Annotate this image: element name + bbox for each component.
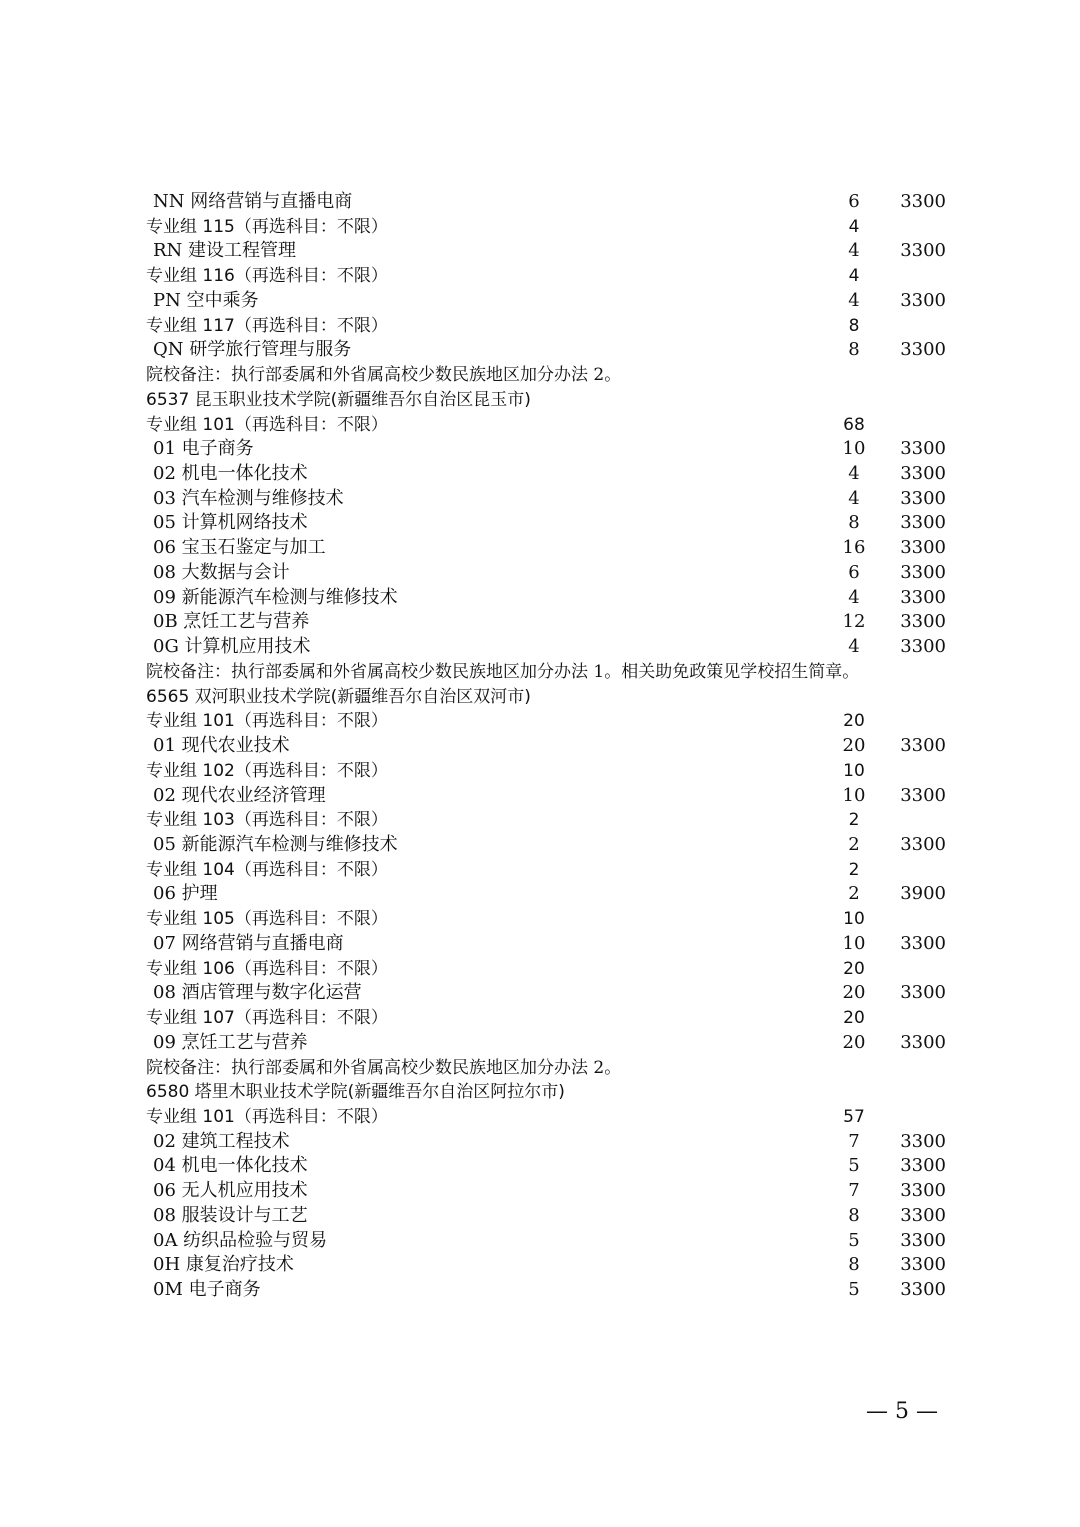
major-row bbox=[146, 932, 956, 957]
plan-count: 2 bbox=[848, 833, 860, 855]
group-name: 专业组 107（再选科目：不限） bbox=[146, 1008, 388, 1029]
major-name: 09 烹饪工艺与营养 bbox=[153, 1031, 308, 1053]
plan-count: 6 bbox=[848, 561, 860, 583]
major-row bbox=[146, 1130, 956, 1155]
major-row bbox=[146, 586, 956, 611]
school-header bbox=[146, 1080, 956, 1105]
plan-count: 6 bbox=[848, 191, 860, 212]
note-label: 院校备注： bbox=[146, 661, 231, 682]
note-label: 院校备注： bbox=[146, 1057, 231, 1078]
major-name: 05 计算机网络技术 bbox=[153, 512, 308, 534]
tuition-fee: 3300 bbox=[900, 512, 946, 534]
major-name: 07 网络营销与直播电商 bbox=[153, 932, 344, 954]
school-name: 6537 昆玉职业技术学院(新疆维吾尔自治区昆玉市) bbox=[146, 389, 531, 410]
major-name: PN 空中乘务 bbox=[153, 289, 259, 311]
major-row bbox=[146, 487, 956, 512]
school-note bbox=[146, 1056, 956, 1081]
group-name: 专业组 116（再选科目：不限） bbox=[146, 266, 388, 287]
plan-count: 8 bbox=[848, 339, 860, 361]
plan-count: 10 bbox=[843, 760, 865, 781]
tuition-fee: 3300 bbox=[900, 932, 946, 954]
major-row bbox=[146, 1154, 956, 1179]
plan-count: 4 bbox=[848, 240, 860, 262]
plan-count: 5 bbox=[848, 1279, 860, 1301]
tuition-fee: 3300 bbox=[900, 537, 946, 559]
group-name: 专业组 102（再选科目：不限） bbox=[146, 760, 388, 781]
major-name: 06 护理 bbox=[153, 883, 218, 905]
major-name: 08 服装设计与工艺 bbox=[153, 1204, 308, 1226]
note-text bbox=[146, 1056, 621, 1081]
tuition-fee: 3300 bbox=[900, 784, 946, 806]
plan-count: 20 bbox=[842, 1031, 866, 1053]
plan-count: 2 bbox=[848, 859, 860, 880]
major-row bbox=[146, 289, 956, 314]
major-row bbox=[146, 734, 956, 759]
plan-count: 10 bbox=[843, 909, 865, 930]
major-row bbox=[146, 1204, 956, 1229]
tuition-fee: 3300 bbox=[900, 191, 946, 212]
major-row bbox=[146, 1253, 956, 1278]
major-name: 09 新能源汽车检测与维修技术 bbox=[153, 586, 398, 608]
major-row bbox=[146, 190, 956, 215]
group-row bbox=[146, 808, 956, 833]
plan-count: 7 bbox=[848, 1180, 860, 1202]
plan-count: 4 bbox=[848, 266, 860, 287]
tuition-fee: 3300 bbox=[900, 1279, 946, 1301]
tuition-fee: 3300 bbox=[900, 438, 946, 460]
plan-count: 57 bbox=[843, 1107, 865, 1127]
group-name: 专业组 117（再选科目：不限） bbox=[146, 315, 388, 336]
tuition-fee: 3300 bbox=[900, 1031, 946, 1053]
note-text bbox=[146, 660, 859, 685]
plan-count: 16 bbox=[842, 537, 866, 559]
group-row bbox=[146, 1105, 956, 1130]
tuition-fee: 3300 bbox=[900, 1229, 946, 1251]
group-name: 专业组 101（再选科目：不限） bbox=[146, 414, 388, 435]
major-name: 06 宝玉石鉴定与加工 bbox=[153, 537, 326, 559]
school-note bbox=[146, 660, 956, 685]
group-row bbox=[146, 709, 956, 734]
tuition-fee: 3300 bbox=[900, 1130, 946, 1152]
school-header bbox=[146, 685, 956, 710]
major-name: 04 机电一体化技术 bbox=[153, 1155, 308, 1177]
major-name: 08 大数据与会计 bbox=[153, 561, 290, 583]
major-name: QN 研学旅行管理与服务 bbox=[153, 339, 352, 361]
major-name: 01 现代农业技术 bbox=[153, 735, 290, 757]
group-row bbox=[146, 907, 956, 932]
major-row bbox=[146, 338, 956, 363]
plan-count: 8 bbox=[848, 315, 860, 336]
plan-count: 4 bbox=[848, 636, 860, 658]
major-name: 0H 康复治疗技术 bbox=[153, 1254, 294, 1276]
major-name: 0B 烹饪工艺与营养 bbox=[153, 611, 310, 633]
plan-count: 4 bbox=[848, 487, 860, 509]
major-name: NN 网络营销与直播电商 bbox=[153, 191, 353, 212]
tuition-fee: 3300 bbox=[900, 463, 946, 485]
group-name: 专业组 101（再选科目：不限） bbox=[146, 711, 388, 732]
tuition-fee: 3300 bbox=[900, 1204, 946, 1226]
major-row bbox=[146, 882, 956, 907]
major-name: 06 无人机应用技术 bbox=[153, 1180, 308, 1202]
tuition-fee: 3300 bbox=[900, 339, 946, 361]
tuition-fee: 3300 bbox=[900, 586, 946, 608]
note-content: 执行部委属和外省属高校少数民族地区加分办法 2。 bbox=[231, 1057, 622, 1078]
tuition-fee: 3300 bbox=[900, 1254, 946, 1276]
major-row bbox=[146, 784, 956, 809]
major-row bbox=[146, 1031, 956, 1056]
plan-count: 5 bbox=[848, 1229, 860, 1251]
major-name: 03 汽车检测与维修技术 bbox=[153, 487, 344, 509]
plan-count: 2 bbox=[848, 883, 860, 905]
plan-count: 4 bbox=[848, 463, 860, 485]
note-label: 院校备注： bbox=[146, 365, 231, 386]
major-name: 02 现代农业经济管理 bbox=[153, 784, 326, 806]
group-name: 专业组 103（再选科目：不限） bbox=[146, 810, 388, 831]
plan-count: 8 bbox=[848, 1204, 860, 1226]
plan-count: 10 bbox=[842, 438, 866, 460]
group-row bbox=[146, 858, 956, 883]
group-row bbox=[146, 759, 956, 784]
tuition-fee: 3300 bbox=[900, 561, 946, 583]
major-row bbox=[146, 239, 956, 264]
major-name: 01 电子商务 bbox=[153, 438, 254, 460]
school-name: 6565 双河职业技术学院(新疆维吾尔自治区双河市) bbox=[146, 686, 531, 707]
tuition-fee: 3300 bbox=[900, 1180, 946, 1202]
major-row bbox=[146, 462, 956, 487]
note-text bbox=[146, 363, 621, 388]
plan-count: 7 bbox=[848, 1130, 860, 1152]
tuition-fee: 3300 bbox=[900, 1155, 946, 1177]
major-row bbox=[146, 610, 956, 635]
group-row bbox=[146, 413, 956, 438]
group-row bbox=[146, 957, 956, 982]
note-content: 执行部委属和外省属高校少数民族地区加分办法 2。 bbox=[231, 365, 622, 386]
plan-count: 8 bbox=[848, 512, 860, 534]
plan-count: 20 bbox=[843, 958, 865, 979]
major-row bbox=[146, 437, 956, 462]
tuition-fee: 3300 bbox=[900, 982, 946, 1004]
plan-count: 2 bbox=[848, 810, 860, 831]
major-row bbox=[146, 1179, 956, 1204]
major-row bbox=[146, 833, 956, 858]
tuition-fee: 3300 bbox=[900, 636, 946, 658]
major-name: 0G 计算机应用技术 bbox=[153, 636, 311, 658]
tuition-fee: 3300 bbox=[900, 611, 946, 633]
tuition-fee: 3300 bbox=[900, 735, 946, 757]
major-name: RN 建设工程管理 bbox=[153, 240, 297, 262]
major-name: 0M 电子商务 bbox=[153, 1279, 261, 1301]
plan-count: 20 bbox=[842, 982, 866, 1004]
major-row bbox=[146, 981, 956, 1006]
note-content: 执行部委属和外省属高校少数民族地区加分办法 1。相关助免政策见学校招生简章。 bbox=[231, 661, 860, 682]
major-name: 05 新能源汽车检测与维修技术 bbox=[153, 833, 398, 855]
group-name: 专业组 101（再选科目：不限） bbox=[146, 1107, 388, 1127]
group-name: 专业组 104（再选科目：不限） bbox=[146, 859, 388, 880]
group-row bbox=[146, 264, 956, 289]
tuition-fee: 3900 bbox=[900, 883, 946, 905]
group-name: 专业组 106（再选科目：不限） bbox=[146, 958, 388, 979]
group-row bbox=[146, 215, 956, 240]
plan-count: 68 bbox=[843, 414, 865, 435]
major-name: 02 机电一体化技术 bbox=[153, 463, 308, 485]
group-row bbox=[146, 1006, 956, 1031]
major-name: 0A 纺织品检验与贸易 bbox=[153, 1229, 328, 1251]
major-row bbox=[146, 1278, 956, 1303]
plan-count: 20 bbox=[843, 1008, 865, 1029]
school-name: 6580 塔里木职业技术学院(新疆维吾尔自治区阿拉尔市) bbox=[146, 1082, 565, 1103]
tuition-fee: 3300 bbox=[900, 240, 946, 262]
plan-count: 4 bbox=[848, 289, 860, 311]
plan-count: 20 bbox=[842, 735, 866, 757]
plan-count: 8 bbox=[848, 1254, 860, 1276]
major-row bbox=[146, 536, 956, 561]
major-row bbox=[146, 511, 956, 536]
plan-count: 10 bbox=[842, 784, 866, 806]
major-row bbox=[146, 635, 956, 660]
plan-count: 10 bbox=[842, 932, 866, 954]
tuition-fee: 3300 bbox=[900, 289, 946, 311]
group-name: 专业组 115（再选科目：不限） bbox=[146, 216, 388, 237]
tuition-fee: 3300 bbox=[900, 487, 946, 509]
major-row bbox=[146, 561, 956, 586]
plan-count: 4 bbox=[848, 216, 860, 237]
group-name: 专业组 105（再选科目：不限） bbox=[146, 909, 388, 930]
plan-count: 12 bbox=[842, 611, 866, 633]
plan-count: 4 bbox=[848, 586, 860, 608]
major-name: 02 建筑工程技术 bbox=[153, 1130, 290, 1152]
major-name: 08 酒店管理与数字化运营 bbox=[153, 982, 362, 1004]
plan-count: 5 bbox=[848, 1155, 860, 1177]
plan-count: 20 bbox=[843, 711, 865, 732]
major-row bbox=[146, 1229, 956, 1254]
page-number: — 5 — bbox=[866, 1399, 938, 1424]
school-header bbox=[146, 388, 956, 413]
school-note bbox=[146, 363, 956, 388]
tuition-fee: 3300 bbox=[900, 833, 946, 855]
group-row bbox=[146, 314, 956, 339]
